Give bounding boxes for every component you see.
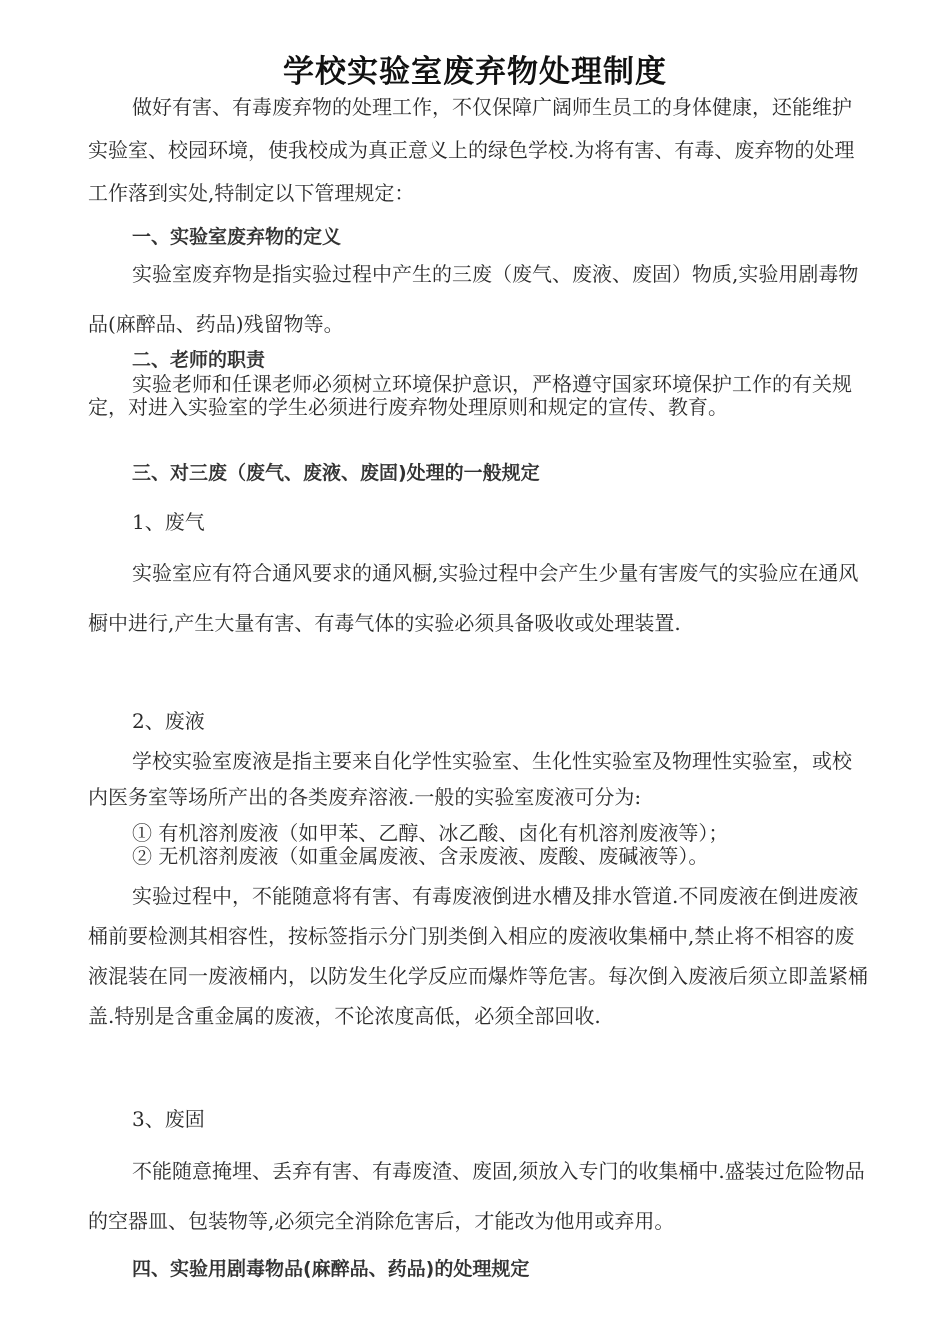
section1-heading: 一、实验室废弃物的定义 xyxy=(132,226,342,248)
liquid-body-2: 实验过程中，不能随意将有害、有毒废液倒进水槽及排水管道.不同废液在倒进废液桶前要检测其相容性，按标签指示分门别类倒入相应的废液收集桶中,禁止将不相容的废液混装在同一废液桶内，以防发生化学反应而爆炸等危害。每次倒入废液后须立即盖紧桶盖.特别是含重金属的废液，不论浓度高低，必须全部回收. xyxy=(88,884,868,1028)
section2-body: 实验老师和任课老师必须树立环境保护意识，严格遵守国家环境保护工作的有关规定，对进入实验室的学生必须进行废弃物处理原则和规定的宣传、教育。 xyxy=(88,372,852,419)
gas-label: 1、废气 xyxy=(132,510,205,534)
liquid-item-organic: ① 有机溶剂废液（如甲苯、乙醇、冰乙酸、卤化有机溶剂废液等）； xyxy=(132,821,729,845)
solid-body: 不能随意掩埋、丢弃有害、有毒废渣、废固,须放入专门的收集桶中.盛装过危险物品的空器皿、包装物等,必须完全消除危害后，才能改为他用或弃用。 xyxy=(88,1159,865,1233)
page-title: 学校实验室废弃物处理制度 xyxy=(283,54,667,90)
liquid-label: 2、废液 xyxy=(132,709,205,733)
liquid-item-inorganic: ② 无机溶剂废液（如重金属废液、含汞废液、废酸、废碱液等）。 xyxy=(132,844,709,868)
gas-body: 实验室应有符合通风要求的通风橱,实验过程中会产生少量有害废气的实验应在通风橱中进行,产生大量有害、有毒气体的实验必须具备吸收或处理装置. xyxy=(88,561,859,635)
liquid-body: 学校实验室废液是指主要来自化学性实验室、生化性实验室及物理性实验室，或校内医务室等场所产出的各类废弃溶液.一般的实验室废液可分为: xyxy=(88,749,852,809)
section1-body: 实验室废弃物是指实验过程中产生的三废（废气、废液、废固）物质,实验用剧毒物品(麻醉品、药品)残留物等。 xyxy=(88,262,859,336)
section4-heading: 四、实验用剧毒物品(麻醉品、药品)的处理规定 xyxy=(132,1258,530,1280)
intro-paragraph: 做好有害、有毒废弃物的处理工作，不仅保障广阔师生员工的身体健康，还能维护实验室、校园环境，使我校成为真正意义上的绿色学校.为将有害、有毒、废弃物的处理工作落到实处,特制定以下管理规定： xyxy=(88,95,855,205)
section3-heading: 三、对三废（废气、废液、废固)处理的一般规定 xyxy=(132,462,540,484)
solid-label: 3、废固 xyxy=(132,1107,205,1131)
section2-heading: 二、老师的职责 xyxy=(132,349,266,371)
